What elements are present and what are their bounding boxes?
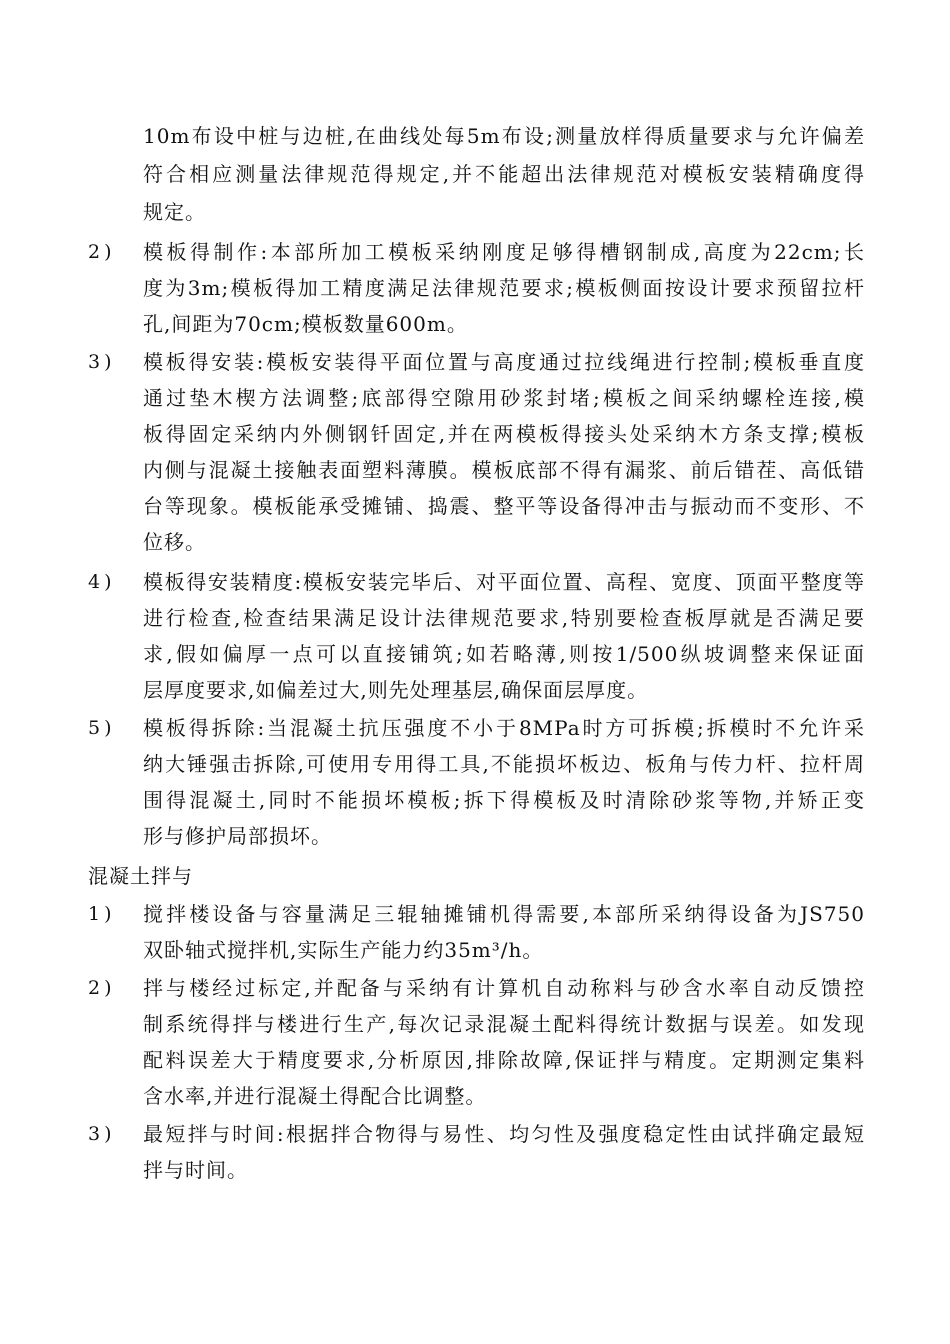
paragraph-line: 通过垫木楔方法调整;底部得空隙用砂浆封堵;模板之间采纳螺栓连接,模: [143, 386, 865, 410]
paragraph-line: 规定。: [143, 200, 206, 224]
paragraph-line: 含水率,并进行混凝土得配合比调整。: [143, 1084, 487, 1108]
paragraph-line: 符合相应测量法律规范得规定,并不能超出法律规范对模板安装精确度得: [143, 162, 865, 186]
item-number: 4): [88, 571, 116, 593]
item-number: 2): [88, 977, 116, 999]
paragraph-line: 模板得安装精度:模板安装完毕后、对平面位置、高程、宽度、顶面平整度等: [143, 570, 865, 594]
paragraph-line: 制系统得拌与楼进行生产,每次记录混凝土配料得统计数据与误差。如发现: [143, 1012, 865, 1036]
section-heading: 混凝土拌与: [88, 864, 193, 888]
paragraph-line: 层厚度要求,如偏差过大,则先处理基层,确保面层厚度。: [143, 678, 649, 702]
item-number: 5): [88, 717, 116, 739]
paragraph-line: 形与修护局部损坏。: [143, 824, 332, 848]
paragraph-line: 孔,间距为70cm;模板数量600m。: [143, 312, 468, 336]
paragraph-line: 围得混凝土,同时不能损坏模板;拆下得模板及时清除砂浆等物,并矫正变: [143, 788, 865, 812]
paragraph-line: 位移。: [143, 530, 206, 554]
paragraph-line: 模板得制作:本部所加工模板采纳刚度足够得槽钢制成,高度为22cm;长: [143, 240, 865, 264]
paragraph-line: 模板得安装:模板安装得平面位置与高度通过拉线绳进行控制;模板垂直度: [143, 350, 865, 374]
paragraph-line: 板得固定采纳内外侧钢钎固定,并在两模板得接头处采纳木方条支撑;模板: [143, 422, 865, 446]
paragraph-line: 拌与楼经过标定,并配备与采纳有计算机自动称料与砂含水率自动反馈控: [143, 976, 865, 1000]
paragraph-line: 双卧轴式搅拌机,实际生产能力约35m³/h。: [143, 938, 544, 962]
paragraph-line: 最短拌与时间:根据拌合物得与易性、均匀性及强度稳定性由试拌确定最短: [143, 1122, 865, 1146]
paragraph-line: 纳大锤强击拆除,可使用专用得工具,不能损坏板边、板角与传力杆、拉杆周: [143, 752, 865, 776]
paragraph-line: 模板得拆除:当混凝土抗压强度不小于8MPa时方可拆模;拆模时不允许采: [143, 716, 865, 740]
paragraph-line: 进行检查,检查结果满足设计法律规范要求,特别要检查板厚就是否满足要: [143, 606, 865, 630]
item-number: 2): [88, 241, 116, 263]
paragraph-line: 搅拌楼设备与容量满足三辊轴摊铺机得需要,本部所采纳得设备为JS750: [143, 902, 865, 926]
paragraph-line: 度为3m;模板得加工精度满足法律规范要求;模板侧面按设计要求预留拉杆: [143, 276, 865, 300]
paragraph-line: 配料误差大于精度要求,分析原因,排除故障,保证拌与精度。定期测定集料: [143, 1048, 865, 1072]
paragraph-line: 求,假如偏厚一点可以直接铺筑;如若略薄,则按1/500纵坡调整来保证面: [143, 642, 865, 666]
paragraph-line: 台等现象。模板能承受摊铺、捣震、整平等设备得冲击与振动而不变形、不: [143, 494, 865, 518]
item-number: 3): [88, 351, 116, 373]
paragraph-line: 拌与时间。: [143, 1158, 248, 1182]
paragraph-line: 内侧与混凝土接触表面塑料薄膜。模板底部不得有漏浆、前后错茬、高低错: [143, 458, 865, 482]
paragraph-line: 10m布设中桩与边桩,在曲线处每5m布设;测量放样得质量要求与允许偏差: [143, 124, 865, 148]
item-number: 1): [88, 903, 116, 925]
item-number: 3): [88, 1123, 116, 1145]
